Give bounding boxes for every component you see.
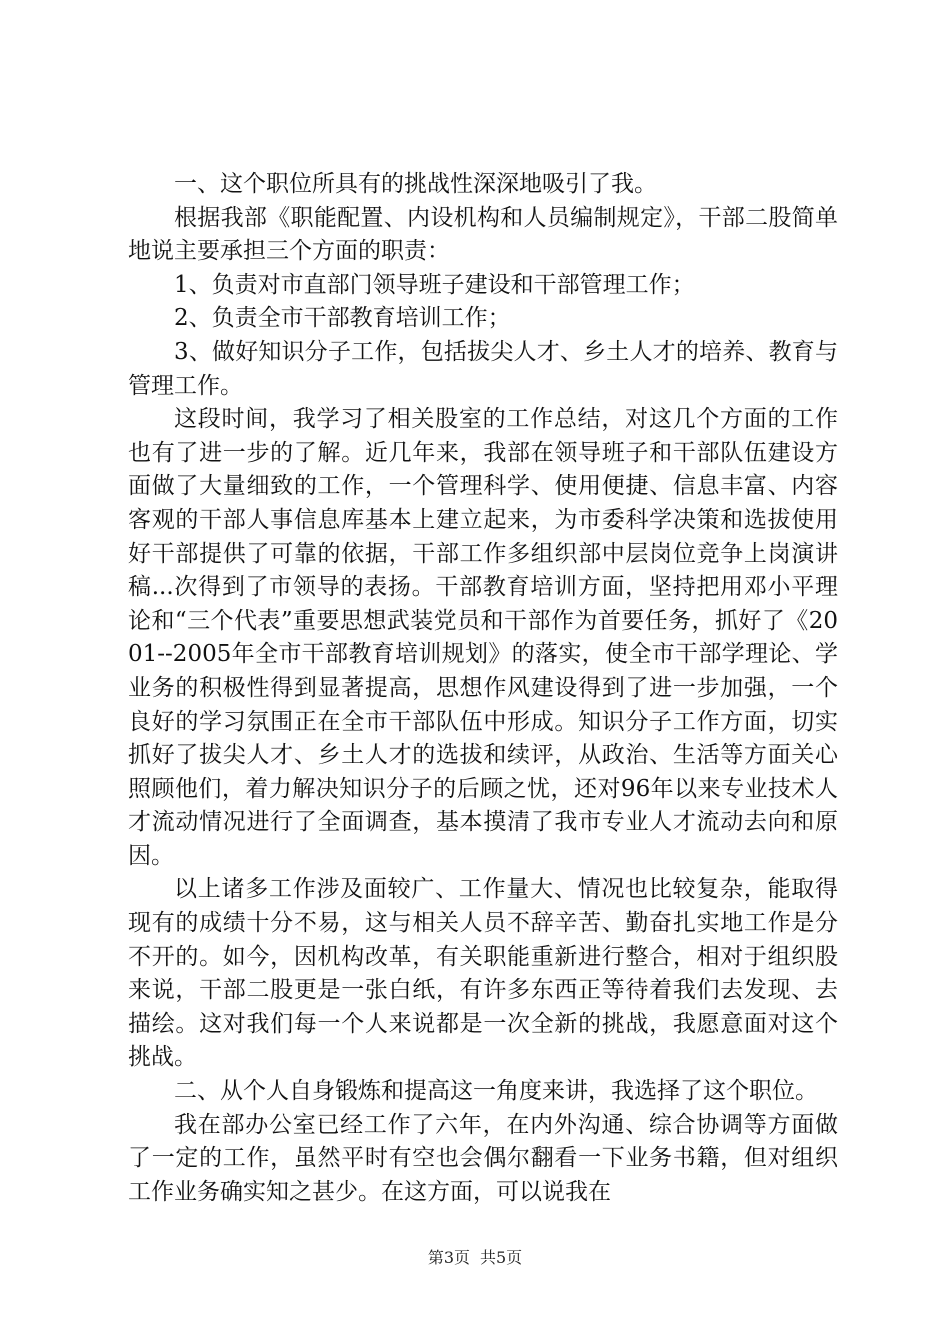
paragraph-6: 这段时间，我学习了相关股室的工作总结，对这几个方面的工作也有了进一步的了解。近几年来，我部在领导班子和干部队伍建设方面做了大量细致的工作，一个管理科学、使用便捷、信息丰富、内容客观的干部人事信息库基本上建立起来，为市委科学决策和选拔使用好干部提供了可靠的依据，干部工作多组织部中层岗位竞争上岗演讲稿...次得到了市领导的表扬。干部教育培训方面，坚持把用邓小平理论和“三个代表”重要思想武装党员和干部作为首要任务，抓好了《2001--2005年全市干部教育培训规划》的落实，使全市干部学理论、学业务的积极性得到显著提高，思想作风建设得到了进一步加强，一个良好的学习氛围正在全市干部队伍中形成。知识分子工作方面，切实抓好了拔尖人才、乡土人才的选拔和续评，从政治、生活等方面关心照顾他们，着力解决知识分子的后顾之忧，还对96年以来专业技术人才流动情况进行了全面调查，基本摸清了我市专业人才流动去向和原因。 [128, 406, 838, 869]
document-body [128, 168, 838, 1209]
page-total: 共5页 [480, 1248, 523, 1267]
paragraph-2: 根据我部《职能配置、内设机构和人员编制规定》，干部二股简单地说主要承担三个方面的职责： [128, 204, 838, 265]
paragraph-4: 2、负责全市干部教育培训工作； [174, 305, 511, 332]
paragraph-5: 3、做好知识分子工作，包括拔尖人才、乡土人才的培养、教育与管理工作。 [128, 338, 838, 399]
paragraph-1: 一、这个职位所具有的挑战性深深地吸引了我。 [174, 171, 657, 197]
page-number: 第3页 [427, 1248, 470, 1267]
page-footer [0, 1248, 950, 1268]
paragraph-3: 1、负责对市直部门领导班子建设和干部管理工作； [174, 271, 695, 298]
paragraph-7: 以上诸多工作涉及面较广、工作量大、情况也比较复杂，能取得现有的成绩十分不易，这与相关人员不辞辛苦、勤奋扎实地工作是分不开的。如今，因机构改革，有关职能重新进行整合，相对于组织股来说，干部二股更是一张白纸，有许多东西正等待着我们去发现、去描绘。这对我们每一个人来说都是一次全新的挑战，我愿意面对这个挑战。 [128, 876, 838, 1071]
paragraph-9: 我在部办公室已经工作了六年，在内外沟通、综合协调等方面做了一定的工作，虽然平时有空也会偶尔翻看一下业务书籍，但对组织工作业务确实知之甚少。在这方面，可以说我在 [128, 1111, 838, 1205]
paragraph-8: 二、从个人自身锻炼和提高这一角度来讲，我选择了这个职位。 [174, 1078, 818, 1105]
